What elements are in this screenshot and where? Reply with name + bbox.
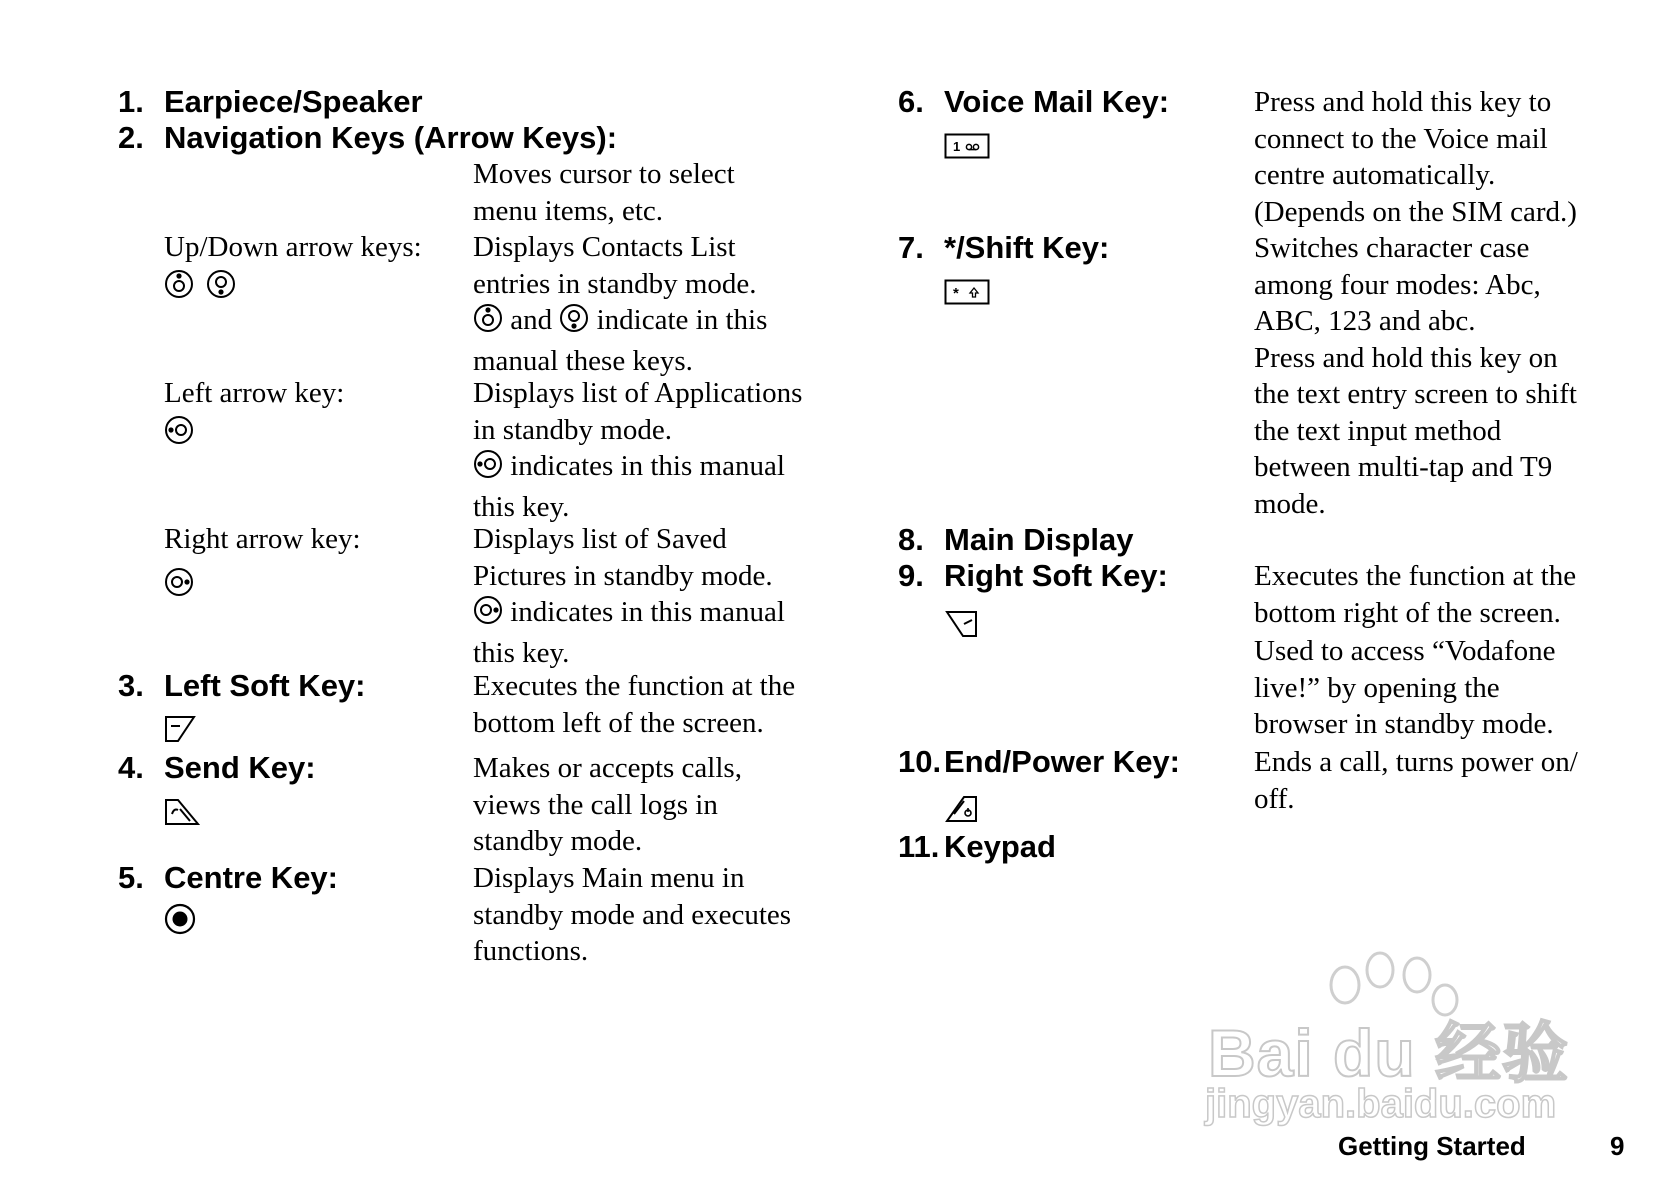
item-6-heading: 6. Voice Mail Key: xyxy=(898,84,1170,119)
right-arrow-icon xyxy=(473,595,503,635)
item-3-heading: 3. Left Soft Key: xyxy=(118,668,366,703)
updown-label: Up/Down arrow keys: xyxy=(164,231,422,263)
watermark-brand: Bai du 经验 xyxy=(1208,1016,1570,1090)
item-9-heading: 9. Right Soft Key: xyxy=(898,558,1168,593)
item-10-desc: Ends a call, turns power on/ off. xyxy=(1254,746,1578,815)
right-arrow-desc: Displays list of Saved Pictures in standby mode. indicates in this manual this key. xyxy=(473,523,785,669)
right-arrow-label: Right arrow key: xyxy=(164,523,361,555)
item-5-desc: Displays Main menu in standby mode and executes functions. xyxy=(473,862,792,967)
item-1-title: Earpiece/Speaker xyxy=(164,84,423,119)
left-soft-key-icon xyxy=(164,714,198,744)
item-4-desc: Makes or accepts calls, views the call logs in standby mode. xyxy=(473,752,742,857)
end-power-key-icon xyxy=(944,794,980,824)
item-2-heading: 2. Navigation Keys (Arrow Keys): xyxy=(118,120,618,155)
item-10-heading: 10.End/Power Key: xyxy=(898,744,1180,779)
item-9-title: Right Soft Key: xyxy=(944,558,1168,593)
watermark-site: jingyan.baidu.com xyxy=(1205,1082,1557,1126)
item-8-heading: 8. Main Display xyxy=(898,522,1134,557)
svg-text:1: 1 xyxy=(953,139,961,154)
item-3-desc: Executes the function at the bottom left of the screen. xyxy=(473,670,796,739)
down-arrow-icon xyxy=(559,303,589,343)
right-arrow-icon xyxy=(164,567,194,597)
item-11-title: Keypad xyxy=(944,829,1056,864)
footer-section-title: Getting Started xyxy=(1338,1131,1526,1161)
item-11-heading: 11. Keypad xyxy=(898,829,1056,864)
item-3-title: Left Soft Key: xyxy=(164,668,366,703)
item-6-title: Voice Mail Key: xyxy=(944,84,1170,119)
item-5-heading: 5. Centre Key: xyxy=(118,860,338,895)
page-number: 9 xyxy=(1610,1131,1625,1161)
item-8-title: Main Display xyxy=(944,522,1134,557)
item-4-title: Send Key: xyxy=(164,750,316,785)
voicemail-key-icon xyxy=(944,133,990,159)
centre-key-icon xyxy=(164,903,196,935)
svg-text:*: * xyxy=(953,285,959,302)
item-9-desc: Executes the function at the bottom right of the screen. Used to access “Vodafone live!” by opening the browser in standby mode. xyxy=(1254,560,1577,740)
item-7-desc: Switches character case among four modes: Abc, ABC, 123 and abc. Press and hold this key on the text entry screen to shift the text input method between multi-tap and T9 mode. xyxy=(1254,232,1577,520)
left-arrow-label: Left arrow key: xyxy=(164,377,345,409)
up-arrow-icon xyxy=(164,269,194,299)
left-arrow-desc: Displays list of Applications in standby mode. indicates in this manual this key. xyxy=(473,377,803,523)
updown-desc: Displays Contacts List entries in standby mode. and indicate in this manual these keys. xyxy=(473,231,768,377)
item-5-title: Centre Key: xyxy=(164,860,338,895)
item-1-heading: 1. Earpiece/Speaker xyxy=(118,84,423,119)
right-soft-key-icon xyxy=(944,609,980,639)
item-4-heading: 4. Send Key: xyxy=(118,750,316,785)
left-arrow-icon xyxy=(473,449,503,489)
down-arrow-icon xyxy=(206,269,236,299)
item-6-desc: Press and hold this key to connect to the Voice mail centre automatically. (Depends on the SIM card.) xyxy=(1254,86,1577,228)
item-7-title: */Shift Key: xyxy=(944,230,1110,265)
star-shift-key-icon xyxy=(944,279,990,305)
left-arrow-icon xyxy=(164,415,194,445)
send-key-icon xyxy=(164,797,200,827)
item-7-heading: 7. */Shift Key: xyxy=(898,230,1110,265)
item-10-title: End/Power Key: xyxy=(944,744,1180,779)
nav-intro: Moves cursor to select menu items, etc. xyxy=(473,158,735,227)
item-2-title: Navigation Keys (Arrow Keys): xyxy=(164,120,618,155)
up-arrow-icon xyxy=(473,303,503,343)
